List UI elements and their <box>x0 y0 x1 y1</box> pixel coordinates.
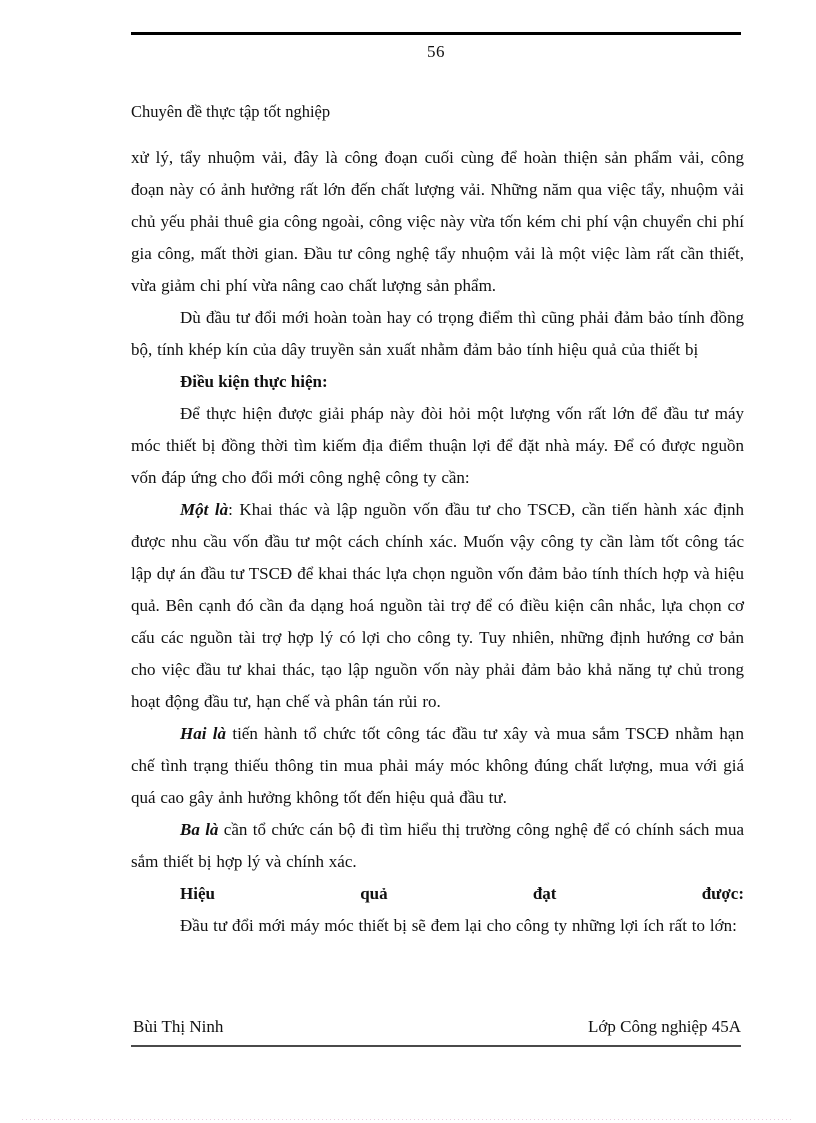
footer-divider <box>131 1045 741 1047</box>
document-body <box>131 142 744 942</box>
footer-class: Lớp Công nghiệp 45A <box>587 1017 741 1036</box>
list-item-three <box>131 814 744 878</box>
results-word: được: <box>701 884 744 903</box>
list-item-three-body: cần tổ chức cán bộ đi tìm hiểu thị trường công nghệ để có chính sách mua sắm thiết bị hợp lý và chính xác. <box>131 820 744 871</box>
heading-implementation-conditions: Điều kiện thực hiện: <box>180 372 328 391</box>
list-item-two <box>131 718 744 814</box>
page-number: 56 <box>427 42 445 61</box>
heading-results-achieved <box>131 878 744 910</box>
paragraph-investment-sync: Dù đầu tư đổi mới hoàn toàn hay có trọng điểm thì cũng phải đảm bảo tính đồng bộ, tính khép kín của dây truyền sản xuất nhằm đảm bảo tính hiệu quả của thiết bị <box>131 308 744 359</box>
footer-author: Bùi Thị Ninh <box>133 1017 224 1036</box>
results-word: quả <box>360 884 388 903</box>
list-item-two-body: tiến hành tổ chức tốt công tác đầu tư xây và mua sắm TSCĐ nhằm hạn chế tình trạng thiếu thông tin mua phải máy móc không đúng chất lượng, mua với giá quá cao gây ảnh hưởng không tốt đến hiệu quả đầu tư. <box>131 724 744 807</box>
list-item-one-lead: Một là <box>180 500 229 519</box>
header-divider <box>131 32 741 35</box>
results-word: đạt <box>532 884 557 903</box>
running-head: Chuyên đề thực tập tốt nghiệp <box>131 102 331 121</box>
paragraph-continuation: xử lý, tẩy nhuộm vải, đây là công đoạn cuối cùng để hoàn thiện sản phẩm vải, công đoạn này có ảnh hưởng rất lớn đến chất lượng vải. Những năm qua việc tẩy, nhuộm vải chủ yếu phải thuê gia công ngoài, công việc này vừa tốn kém chi phí vận chuyển chi phí gia công, mất thời gian. Đầu tư công nghệ tẩy nhuộm vải là một việc làm rất cần thiết, vừa giảm chi phí vừa nâng cao chất lượng sản phẩm. <box>131 148 744 295</box>
list-item-one <box>131 494 744 718</box>
paragraph-capital-requirements: Để thực hiện được giải pháp này đòi hỏi một lượng vốn rất lớn để đầu tư máy móc thiết bị đồng thời tìm kiếm địa điểm thuận lợi để đặt nhà máy. Để có được nguồn vốn đáp ứng cho đổi mới công nghệ công ty cần: <box>131 404 744 487</box>
results-word: Hiệu <box>180 884 215 903</box>
list-item-two-lead: Hai là <box>180 724 227 743</box>
paragraph-benefits-intro: Đầu tư đổi mới máy móc thiết bị sẽ đem lại cho công ty những lợi ích rất to lớn: <box>180 916 737 935</box>
list-item-one-body: : Khai thác và lập nguồn vốn đầu tư cho TSCĐ, cần tiến hành xác định được nhu cầu vốn đầu tư một cách chính xác. Muốn vậy công ty cần làm tốt công tác lập dự án đầu tư TSCĐ để khai thác lựa chọn nguồn vốn đảm bảo tính thích hợp và hiệu quả. Bên cạnh đó cần đa dạng hoá nguồn tài trợ để có điều kiện cân nhắc, lựa chọn cơ cấu các nguồn tài trợ hợp lý có lợi cho công ty. Tuy nhiên, những định hướng cơ bản cho việc đầu tư khai thác, tạo lập nguồn vốn này phải đảm bảo khả năng tự chủ trong hoạt động đầu tư, hạn chế và phân tán rủi ro. <box>131 500 744 711</box>
scan-artifact-line <box>22 1119 794 1120</box>
list-item-three-lead: Ba là <box>180 820 219 839</box>
